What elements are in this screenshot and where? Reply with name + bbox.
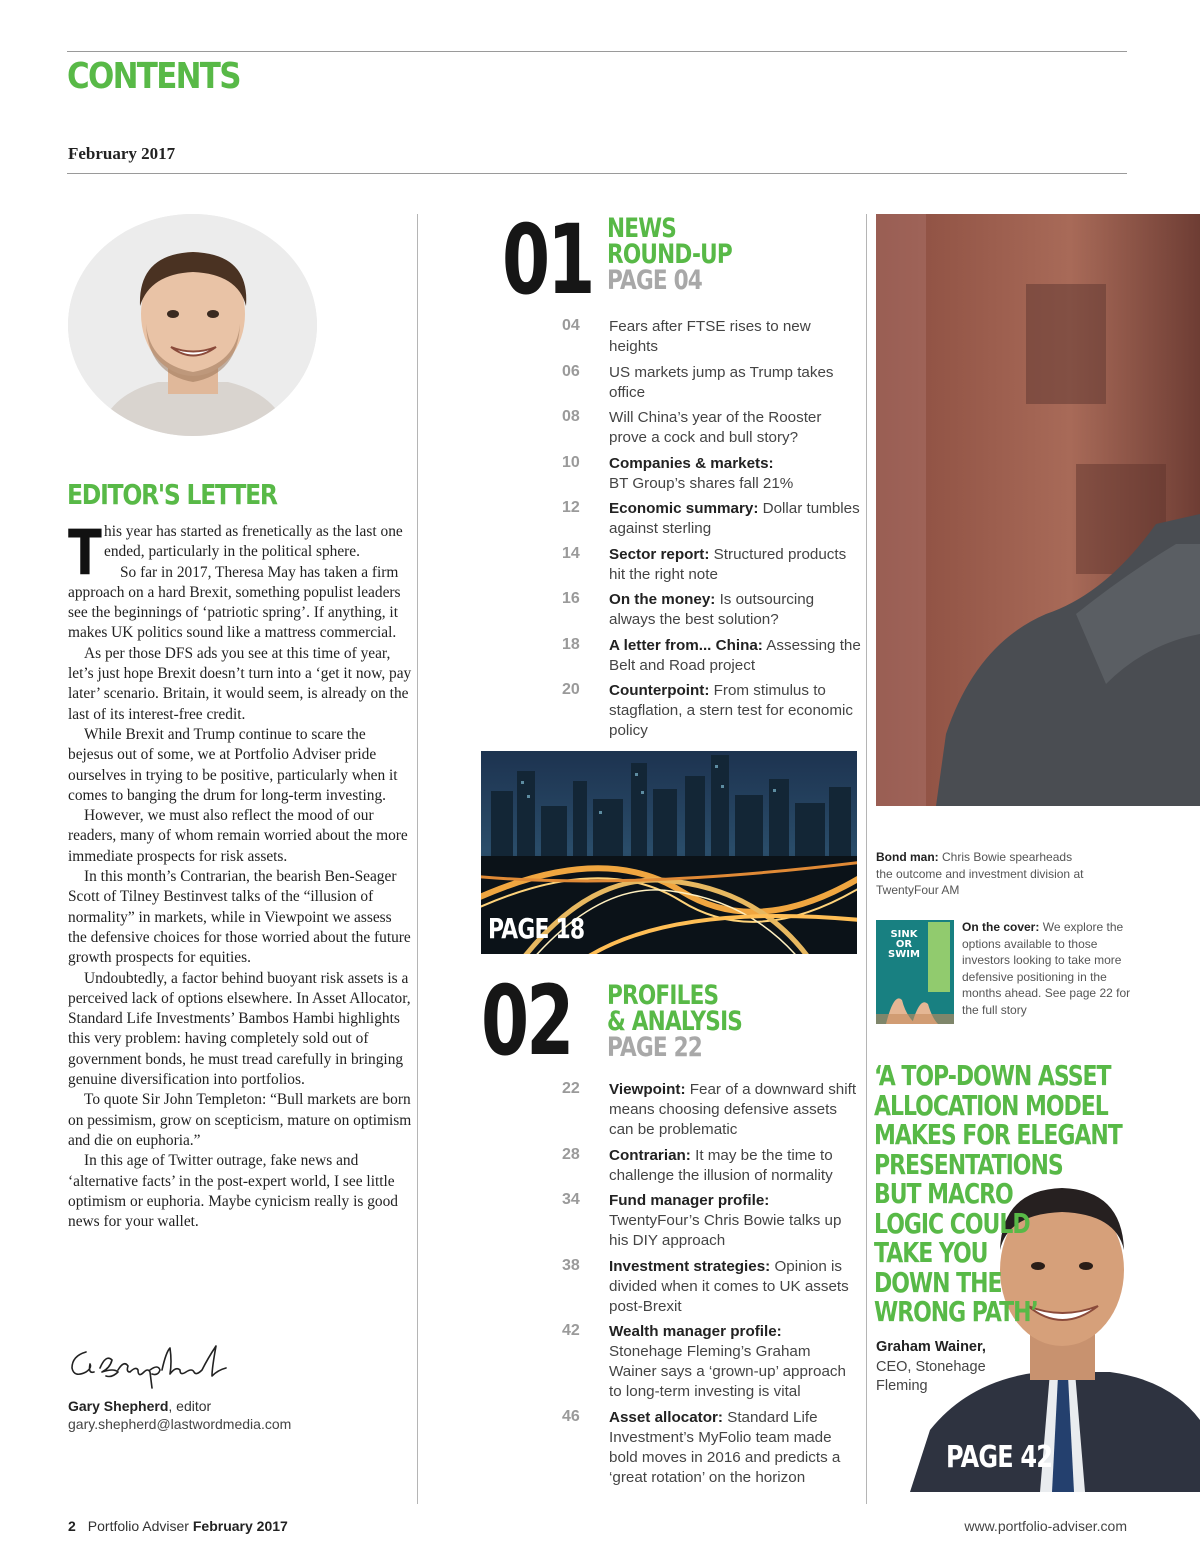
- section-number: 01: [502, 204, 593, 316]
- letter-paragraph: However, we must also reflect the mood of our readers, many of whom remain worried about the more immediate prospects for risk assets.: [68, 807, 408, 865]
- editor-email-link[interactable]: gary.shepherd@lastwordmedia.com: [68, 1416, 292, 1432]
- column-divider: [866, 214, 867, 1504]
- bond-man-photo: [876, 214, 1200, 806]
- letter-paragraph: This year has started as frenetically as the last one ended, particularly in the political sphere.: [68, 516, 403, 589]
- footer-publication: 2 Portfolio Adviser February 2017: [68, 1518, 288, 1534]
- toc-item[interactable]: 12 Economic summary: Dollar tumbles against sterling: [562, 499, 860, 537]
- letter-paragraph: As per those DFS ads you see at this time of year, let’s just hope Brexit doesn’t turn into a ‘get it now, pay later’ scenario. Britain, it would seem, is already on the last of its interest-free credit.: [68, 644, 412, 723]
- toc-item[interactable]: 04 Fears after FTSE rises to new heights: [562, 317, 811, 355]
- editor-photo: [68, 214, 317, 436]
- drop-cap: T: [68, 516, 102, 589]
- toc-item[interactable]: 18 A letter from... China: Assessing the Belt and Road project: [562, 635, 861, 674]
- toc-item[interactable]: 10 Companies & markets: BT Group’s shares fall 21%: [562, 453, 794, 492]
- quote-attribution-role: CEO, Stonehage Fleming: [876, 1359, 986, 1394]
- toc-item[interactable]: 14 Sector report: Structured products hit the right note: [562, 544, 847, 583]
- editor-letter-body: [68, 516, 413, 1232]
- toc-item[interactable]: 42 Wealth manager profile: Stonehage Fleming’s Graham Wainer says a ‘grown-up’ approach to long-term investing is vital: [562, 1322, 846, 1400]
- toc-item[interactable]: 06 US markets jump as Trump takes office: [562, 362, 834, 401]
- magazine-cover-thumbnail[interactable]: [876, 920, 954, 1024]
- city-image-page-label: PAGE 18: [488, 912, 585, 945]
- toc-item[interactable]: 08 Will China’s year of the Rooster prove a cock and bull story?: [562, 408, 822, 446]
- toc-list-profiles: [562, 1080, 862, 1493]
- header-rule: [67, 173, 1127, 174]
- letter-paragraph: In this age of Twitter outrage, fake news and ‘alternative facts’ in the post-expert world, I see little optimism or euphoria. Maybe cynicism really is good news for your wallet.: [68, 1152, 398, 1231]
- toc-list-news: [562, 317, 862, 739]
- letter-paragraph: While Brexit and Trump continue to scare the bejesus out of some, we at Portfolio Adviser pride ourselves in trying to be positive, particularly when it comes to banging the drum for long-term investing.: [68, 725, 398, 804]
- section-title: NEWS ROUND-UP PAGE 04: [607, 213, 732, 296]
- cover-caption: On the cover: We explore the options available to those investors looking to take more defensive positioning in the months ahead. See page 22 for the full story: [962, 920, 1131, 1017]
- toc-item[interactable]: 34 Fund manager profile: TwentyFour’s Chris Bowie talks up his DIY approach: [562, 1191, 842, 1249]
- top-rule: [67, 51, 1127, 52]
- section-page-link[interactable]: PAGE 04: [607, 265, 703, 296]
- editor-signature: [66, 1338, 236, 1398]
- toc-item[interactable]: 22 Viewpoint: Fear of a downward shift means choosing defensive assets can be problematic: [562, 1080, 857, 1138]
- toc-item[interactable]: 20 Counterpoint: From stimulus to stagflation, a stern test for economic policy: [562, 681, 853, 739]
- issue-date: February 2017: [68, 144, 176, 163]
- cover-title: SINK OR SWIM: [888, 929, 920, 960]
- pull-quote: ‘A TOP-DOWN ASSET ALLOCATION MODEL MAKES FOR ELEGANT PRESENTATIONS BUT MACRO LOGIC COULD TAKE YOU DOWN THE WRONG PATH’: [874, 1060, 1122, 1328]
- page-title: CONTENTS: [67, 56, 240, 97]
- toc-item[interactable]: 38 Investment strategies: Opinion is divided when it comes to UK assets post-Brexit: [562, 1256, 849, 1315]
- editor-letter-heading: EDITOR'S LETTER: [67, 478, 277, 511]
- letter-paragraph: Undoubtedly, a factor behind buoyant risk assets is a perceived lack of options elsewhere. In Asset Allocator, Standard Life Investments’ Bambos Hambi highlights this very problem: having completely sold out of government bonds, he must tread carefully in bringing genuine diversification into portfolios.: [68, 969, 411, 1089]
- quote-attribution-name: Graham Wainer,: [876, 1339, 986, 1355]
- toc-item[interactable]: 16 On the money: Is outsourcing always the best solution?: [562, 590, 815, 628]
- toc-item[interactable]: 46 Asset allocator: Standard Life Investment’s MyFolio team made bold moves in 2016 and predicts a ‘great rotation’ on the horizon: [562, 1407, 841, 1486]
- section-number: 02: [481, 965, 572, 1077]
- graham-page-label: PAGE 42: [946, 1440, 1053, 1475]
- column-divider: [417, 214, 418, 1504]
- section-title: PROFILES & ANALYSIS PAGE 22: [607, 980, 743, 1063]
- letter-paragraph: To quote Sir John Templeton: “Bull markets are born on pessimism, grow on scepticism, mature on optimism and die on euphoria.”: [68, 1091, 412, 1149]
- letter-paragraph: So far in 2017, Theresa May has taken a firm approach on a hard Brexit, something populist leaders see the beginnings of ‘patriotic spring’. If anything, it makes UK politics sound like a mattress commercial.: [68, 563, 401, 642]
- letter-paragraph: In this month’s Contrarian, the bearish Ben-Seager Scott of Tilney Bestinvest talks of the “illusion of normality” in markets, while in Viewpoint we assess the defensive choices for those worried about the future growth prospects for equities.: [68, 868, 411, 967]
- editor-credit: Gary Shepherd, editor: [68, 1398, 212, 1414]
- bond-man-caption: Bond man: Chris Bowie spearheads the outcome and investment division at TwentyFour AM: [876, 850, 1084, 898]
- footer-website-link[interactable]: www.portfolio-adviser.com: [964, 1518, 1127, 1534]
- toc-item[interactable]: 28 Contrarian: It may be the time to challenge the illusion of normality: [562, 1145, 833, 1184]
- section-page-link[interactable]: PAGE 22: [607, 1032, 703, 1063]
